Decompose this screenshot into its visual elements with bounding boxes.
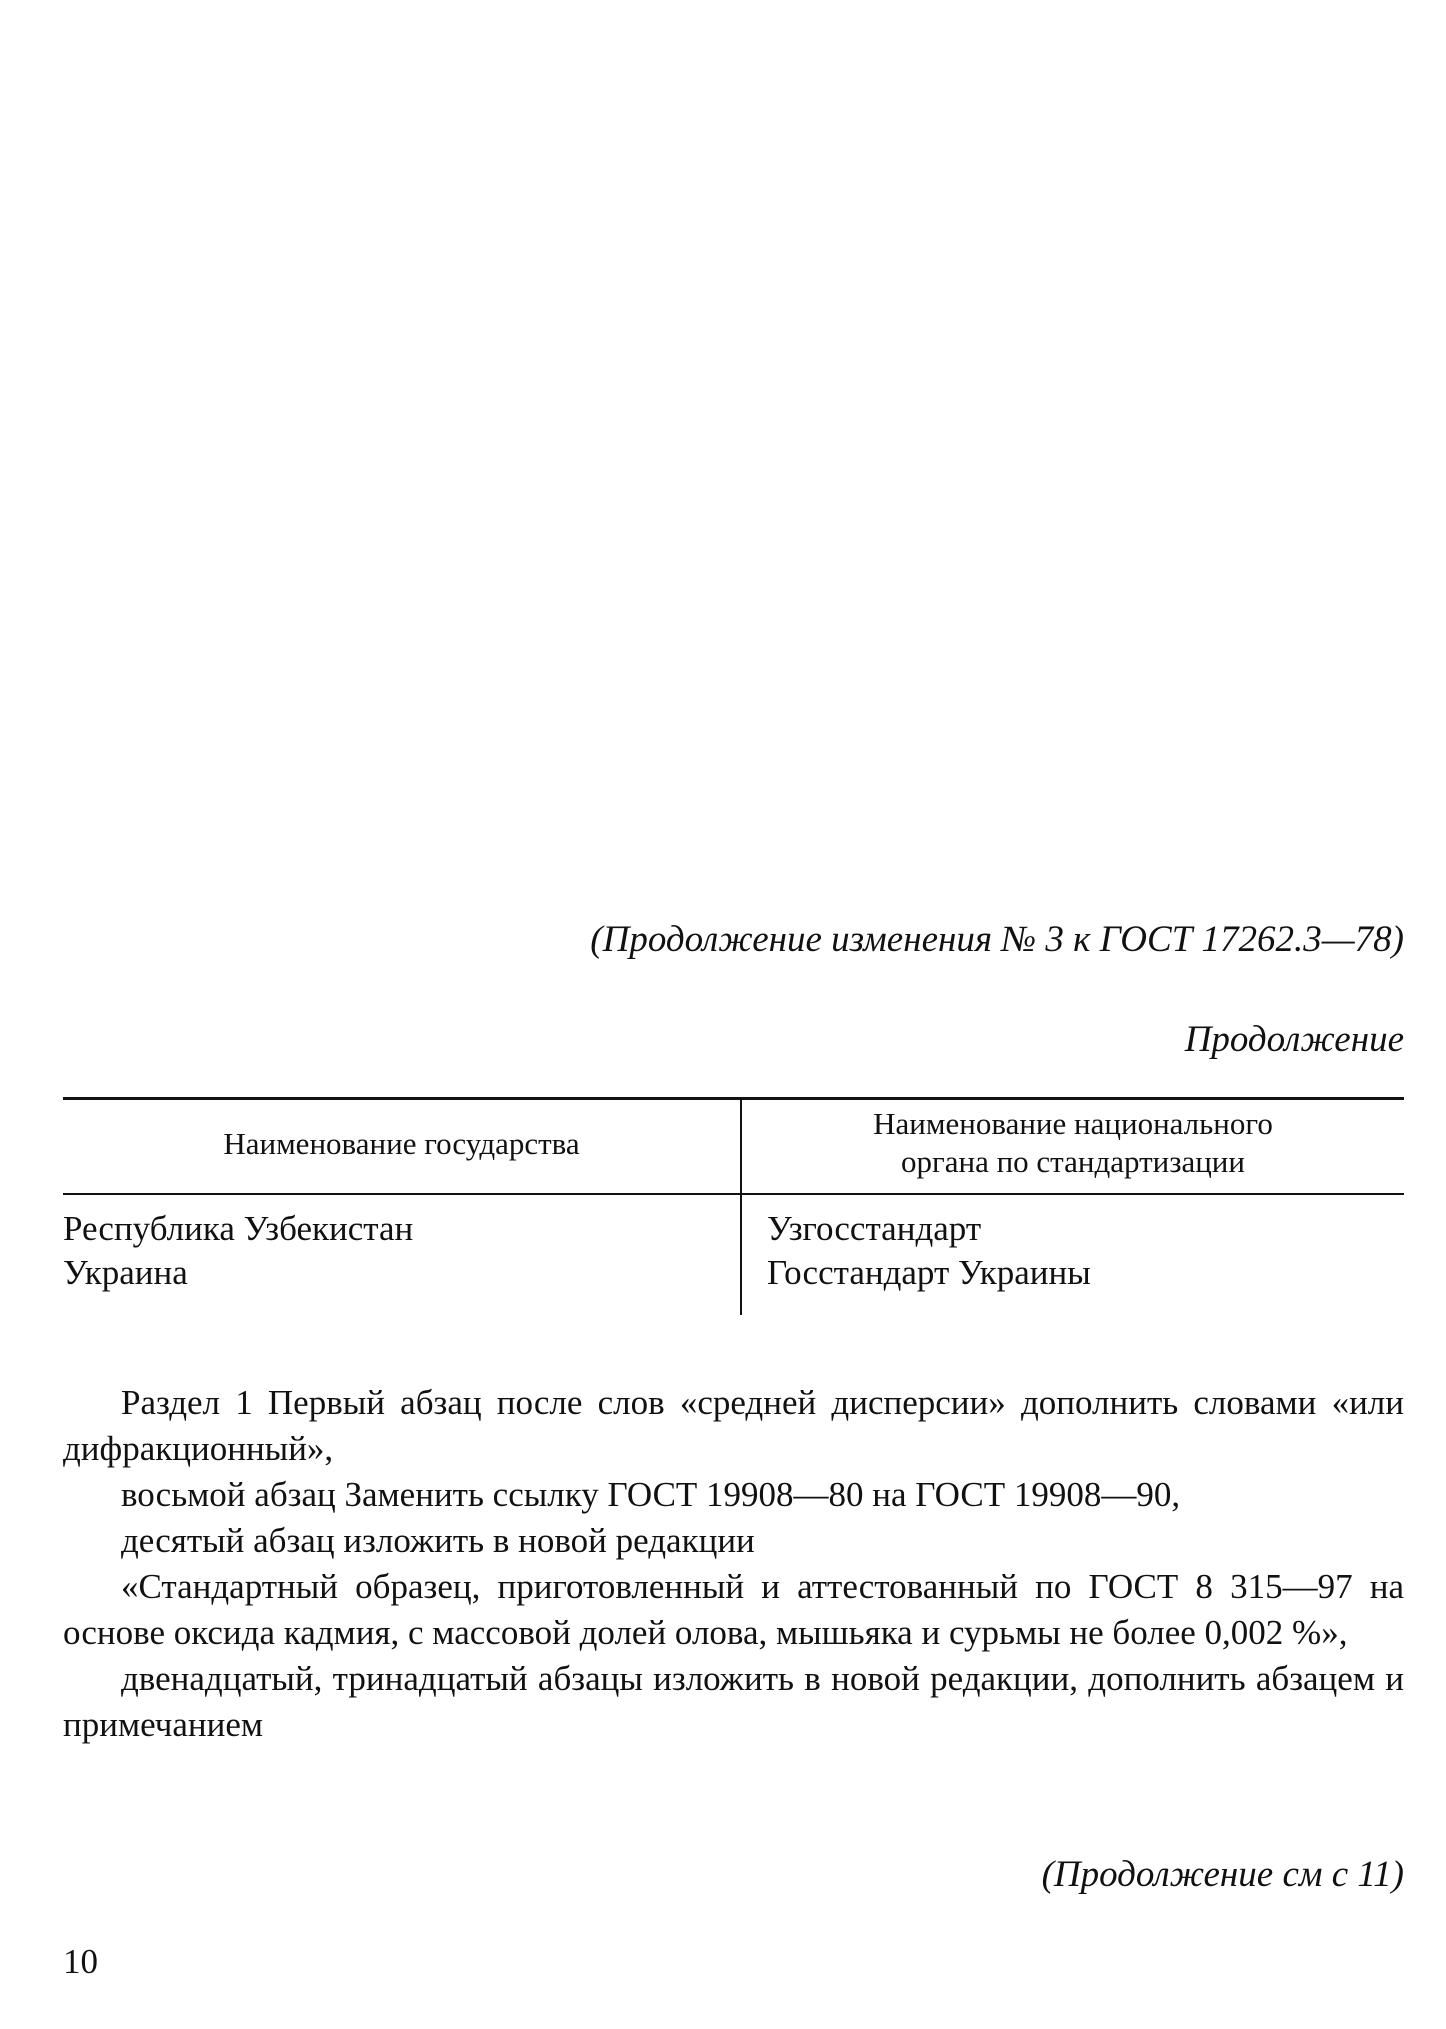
table-top-rule (63, 1097, 1404, 1100)
column-header-national-body (742, 1105, 1404, 1181)
table-cell-national-body: Узгосстандарт (767, 1209, 982, 1248)
column-header-state: Наименование государства (223, 1126, 580, 1161)
column-header-national-body-line1: Наименование национального (873, 1106, 1273, 1141)
amendment-header-note: (Продолжение изменения № 3 к ГОСТ 17262.3—78) (590, 919, 1404, 960)
amendment-body-text (63, 1380, 1404, 1748)
paragraph: двенадцатый, тринадцатый абзацы изложить в новой редакции, дополнить абзацем и примечанием (63, 1659, 1404, 1744)
table-cell-state: Украина (63, 1253, 188, 1292)
paragraph: Раздел 1 Первый абзац после слов «средней дисперсии» дополнить словами «или дифракционный», (63, 1383, 1404, 1468)
paragraph: «Стандартный образец, приготовленный и аттестованный по ГОСТ 8 315—97 на основе оксида кадмия, с массовой долей олова, мышьяка и сурьмы не более 0,002 %», (63, 1567, 1404, 1652)
continuation-label: Продолжение (1184, 1019, 1404, 1060)
table-cell-state: Республика Узбекистан (63, 1209, 414, 1248)
standards-bodies-table (63, 1097, 1404, 1315)
state-column (63, 1207, 413, 1295)
table-cell-national-body: Госстандарт Украины (767, 1253, 1091, 1292)
page-number: 10 (63, 1942, 98, 1981)
continued-on-note: (Продолжение см с 11) (1041, 1854, 1404, 1895)
paragraph: восьмой абзац Заменить ссылку ГОСТ 19908—80 на ГОСТ 19908—90, (121, 1475, 1181, 1514)
paragraph: десятый абзац изложить в новой редакции (121, 1521, 755, 1560)
column-header-national-body-line2: органа по стандартизации (901, 1144, 1245, 1179)
national-body-column (767, 1207, 1091, 1295)
table-header-rule (63, 1193, 1404, 1195)
